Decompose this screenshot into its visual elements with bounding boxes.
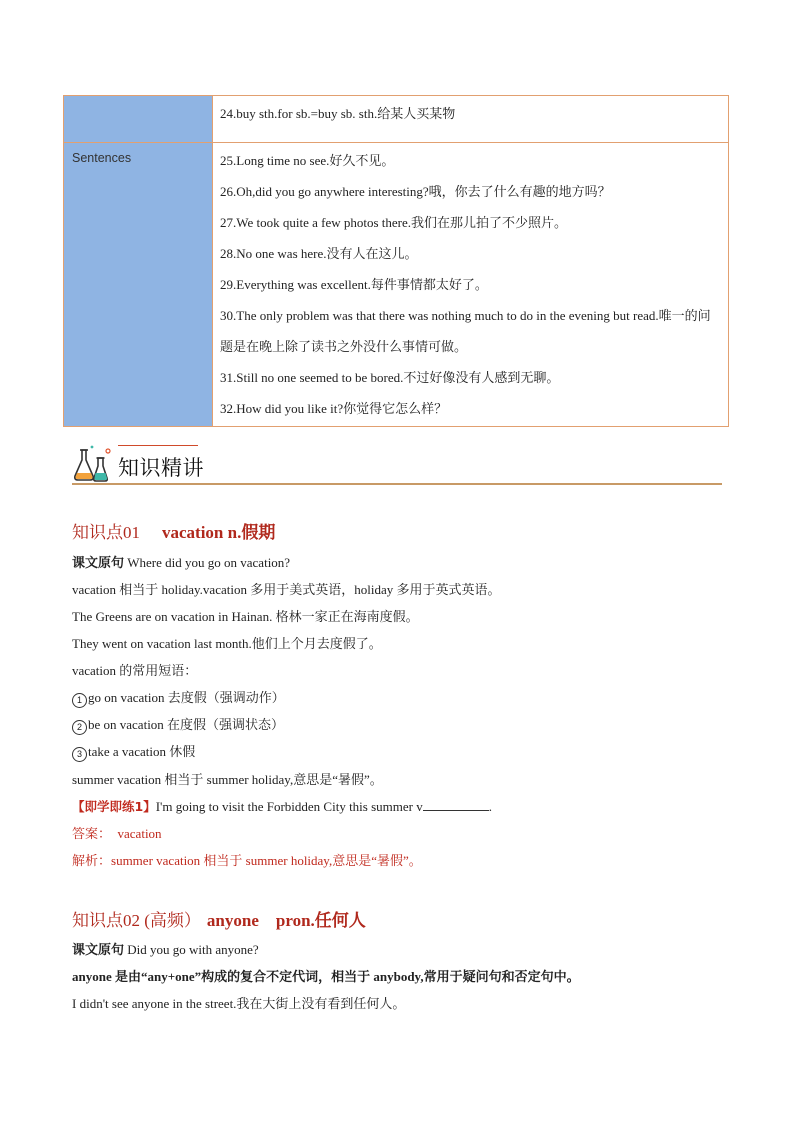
kp1-summer-line: summer vacation 相当于 summer holiday,意思是“暑假”。 — [72, 772, 383, 787]
kp1-source-text: Where did you go on vacation? — [127, 555, 291, 570]
exercise-text: I'm going to visit the Forbidden City this summer v — [155, 799, 423, 814]
kp1-title-en: vacation n.假期 — [162, 523, 276, 542]
table-row — [64, 96, 729, 143]
kp1-source — [72, 554, 290, 572]
phrase-text: go on vacation 去度假（强调动作） — [88, 690, 285, 705]
kp1-answer — [72, 825, 162, 843]
kp1-analysis — [72, 852, 422, 870]
sentence-item: 26.Oh,did you go anywhere interesting?哦，你去了什么有趣的地方吗？ — [220, 184, 611, 199]
section-title: 知识精讲 — [118, 456, 204, 480]
analysis-text: summer vacation 相当于 summer holiday,意思是“暑假”。 — [111, 853, 422, 868]
row-label-sentences: Sentences — [64, 143, 213, 427]
kp2-example: I didn't see anyone in the street.我在大街上没有看到任何人。 — [72, 996, 406, 1011]
phrase-text: take a vacation 休假 — [88, 744, 196, 759]
kp1-line: vacation 的常用短语： — [72, 663, 198, 678]
kp2-title-en: anyone pron.任何人 — [206, 911, 366, 930]
kp2-heading — [72, 906, 366, 931]
sentence-item: 25.Long time no see.好久不见。 — [220, 153, 395, 168]
kp1-line: The Greens are on vacation in Hainan. 格林一家正在海南度假。 — [72, 609, 419, 624]
row-content — [213, 143, 729, 427]
sentence-item: 30.The only problem was that there was nothing much to do in the evening but read.唯一的问题是在晚上除了读书之外没什么事情可做。 — [220, 308, 711, 354]
sentence-item: 32.How did you like it?你觉得它怎么样？ — [220, 401, 448, 416]
row-label — [64, 96, 213, 143]
phrase-number: 1 — [72, 693, 87, 708]
flask-icon — [72, 444, 114, 484]
vocab-table — [63, 95, 729, 427]
phrase-number: 2 — [72, 720, 87, 735]
answer-label: 答案： — [72, 826, 112, 841]
sentence-item: 27.We took quite a few photos there.我们在那儿拍了不少照片。 — [220, 215, 568, 230]
row-content — [213, 96, 729, 143]
kp1-phrase — [72, 743, 195, 762]
exercise-label: 【即学即练1】 — [72, 799, 156, 814]
kp1-line: vacation 相当于 holiday.vacation 多用于美式英语，holiday 多用于英式英语。 — [72, 582, 501, 597]
sentence-item: 31.Still no one seemed to be bored.不过好像没有人感到无聊。 — [220, 370, 560, 385]
kp2-title-cn: 知识点02 (高频） — [72, 911, 201, 930]
kp2-source-text: Did you go with anyone? — [127, 942, 259, 957]
header-accent-line — [118, 445, 198, 446]
table-row — [64, 143, 729, 427]
kp1-title-cn: 知识点01 — [72, 523, 140, 542]
table-item: 24.buy sth.for sb.=buy sb. sth.给某人买某物 — [220, 106, 456, 121]
answer-text: vacation — [117, 826, 162, 841]
phrase-number: 3 — [72, 747, 87, 762]
kp1-line: They went on vacation last month.他们上个月去度假了。 — [72, 636, 382, 651]
kp1-source-label: 课文原句 — [72, 555, 125, 570]
exercise-blank[interactable] — [423, 798, 489, 811]
kp1-exercise — [72, 798, 492, 816]
kp2-definition: anyone 是由“any+one”构成的复合不定代词，相当于 anybody,常用于疑问句和否定句中。 — [72, 969, 580, 984]
header-divider — [72, 483, 722, 485]
kp2-source-label: 课文原句 — [72, 942, 125, 957]
kp1-phrase — [72, 716, 284, 735]
kp2-source — [72, 941, 259, 959]
section-header — [72, 442, 722, 486]
kp1-phrase — [72, 689, 285, 708]
kp2-bold-line — [72, 968, 580, 986]
analysis-label: 解析： — [72, 853, 112, 868]
phrase-text: be on vacation 在度假（强调状态） — [88, 717, 285, 732]
kp1-heading — [72, 518, 275, 543]
exercise-end: . — [488, 799, 492, 814]
sentence-item: 28.No one was here.没有人在这儿。 — [220, 246, 418, 261]
sentence-item: 29.Everything was excellent.每件事情都太好了。 — [220, 277, 488, 292]
